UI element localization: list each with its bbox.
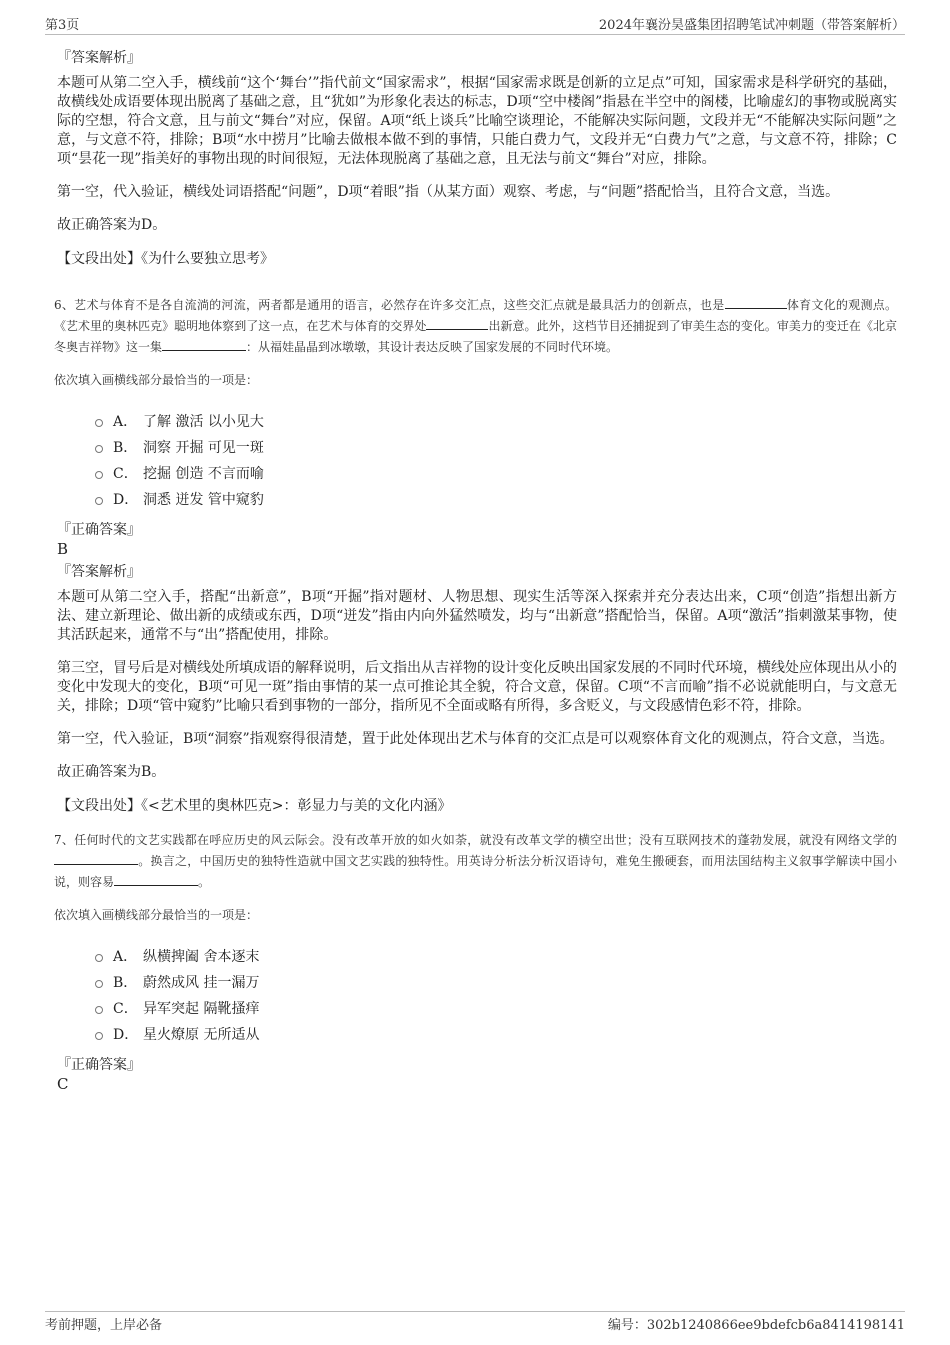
stem-part: 。换言之，中国历史的独特性造就中国文艺实践的独特性。用英诗分析法分析汉语诗句，难免生搬硬套，而用法国结构主义叙事学解读中国小说，则容易 [54, 854, 897, 889]
option-text: 纵横捭阖 舍本逐末 [143, 949, 260, 965]
analysis-paragraph: 第三空，冒号后是对横线处所填成语的解释说明，后文指出从吉祥物的设计变化反映出国家发展的不同时代环境，横线处应体现出从小的变化中发现大的变化，B项“可见一斑”指由事情的某一点可推论其全貌，符合文意，保留。C项“不言而喻”指不必说就能明白，与文意无关，排除；D项“管中窥豹”比喻只看到事物的一部分，指所见不全面或略有所得，多含贬义，与文段感情色彩不符，排除。 [57, 660, 897, 714]
question-stem [54, 295, 897, 358]
analysis-paragraph: 第一空，代入验证，横线处词语搭配“问题”，D项“着眼”指（从某方面）观察、考虑，与“问题”搭配恰当，且符合文意，当选。 [57, 184, 840, 200]
radio-button[interactable] [95, 471, 103, 479]
radio-button[interactable] [95, 445, 103, 453]
option-letter: B． [113, 440, 138, 456]
analysis-label: 『答案解析』 [57, 564, 141, 580]
question-prompt: 依次填入画横线部分最恰当的一项是： [54, 908, 259, 922]
option-text: 星火燎原 无所适从 [143, 1027, 260, 1043]
stem-part: 7、任何时代的文艺实践都在呼应历史的风云际会。没有改革开放的如火如荼，就没有改革文学的横空出世；没有互联网技术的蓬勃发展，就没有网络文学的 [54, 833, 897, 847]
option-letter: B． [113, 975, 138, 991]
option-a[interactable] [95, 408, 897, 434]
fill-blank [426, 319, 488, 330]
stem-part: 体育文化的观测点。《艺术里的奥林匹克》聪明地体察到了这一点，在艺术与体育的交界处 [54, 298, 897, 333]
option-letter: C． [113, 1001, 138, 1017]
question-7 [54, 830, 897, 1093]
text-source: 【文段出处】《<艺术里的奥林匹克>：彰显力与美的文化内涵》 [57, 798, 452, 814]
option-text: 了解 激活 以小见大 [143, 414, 264, 430]
option-text: 蔚然成风 挂一漏万 [143, 975, 260, 991]
radio-button[interactable] [95, 1032, 103, 1040]
option-letter: D． [113, 1027, 139, 1043]
question-prompt: 依次填入画横线部分最恰当的一项是： [54, 373, 259, 387]
radio-button[interactable] [95, 1006, 103, 1014]
fill-blank [114, 875, 198, 886]
option-c[interactable] [95, 460, 897, 486]
option-d[interactable] [95, 486, 897, 512]
option-text: 洞察 开掘 可见一斑 [143, 440, 264, 456]
option-text: 异军突起 隔靴搔痒 [143, 1001, 260, 1017]
radio-button[interactable] [95, 419, 103, 427]
fill-blank [725, 298, 787, 309]
document-body [54, 44, 897, 1097]
question-6 [54, 295, 897, 816]
fill-blank [162, 340, 246, 351]
radio-button[interactable] [95, 980, 103, 988]
answer-label: 『正确答案』 [57, 1057, 141, 1073]
footer-slogan: 考前押题，上岸必备 [45, 1318, 163, 1333]
conclusion: 故正确答案为B。 [57, 764, 166, 780]
document-title: 2024年襄汾昊盛集团招聘笔试冲刺题（带答案解析） [598, 18, 905, 33]
option-b[interactable] [95, 969, 897, 995]
page-number: 第3页 [45, 18, 80, 33]
conclusion: 故正确答案为D。 [57, 217, 167, 233]
analysis-paragraph: 第一空，代入验证，B项“洞察”指观察得很清楚，置于此处体现出艺术与体育的交汇点是可以观察体育文化的观测点，符合文意，当选。 [57, 731, 894, 747]
option-letter: D． [113, 492, 139, 508]
radio-button[interactable] [95, 954, 103, 962]
correct-answer: C [57, 1075, 69, 1093]
page-footer [45, 1311, 905, 1334]
option-list [95, 408, 897, 512]
document-id: 编号：302b1240866ee9bdefcb6a8414198141 [607, 1318, 905, 1333]
option-text: 挖掘 创造 不言而喻 [143, 466, 264, 482]
option-letter: C． [113, 466, 138, 482]
option-d[interactable] [95, 1021, 897, 1047]
fill-blank [54, 854, 138, 865]
answer-label: 『正确答案』 [57, 522, 141, 538]
option-b[interactable] [95, 434, 897, 460]
stem-part: 出新意。此外，这档节目还捕捉到了审美生态的变化。审美力的变迁在《北京冬奥吉祥物》这一集 [54, 319, 897, 354]
analysis-paragraph: 本题可从第二空入手，搭配“出新意”，B项“开掘”指对题材、人物思想、现实生活等深入探索并充分表达出来，C项“创造”指想出新方法、建立新理论、做出新的成绩或东西，D项“迸发”指由内向外猛然喷发，均与“出新意”搭配恰当，保留。A项“激活”指刺激某事物，使其活跃起来，通常不与“出”搭配使用，排除。 [57, 589, 897, 643]
option-letter: A． [113, 414, 138, 430]
option-a[interactable] [95, 943, 897, 969]
option-c[interactable] [95, 995, 897, 1021]
analysis-paragraph: 本题可从第二空入手，横线前“这个‘舞台’”指代前文“国家需求”，根据“国家需求既是创新的立足点”可知，国家需求是科学研究的基础，故横线处成语要体现出脱离了基础之意，且“犹如”为形象化表达的标志，D项“空中楼阁”指悬在半空中的阁楼，比喻虚幻的事物或脱离实际的空想，符合文意，且与前文“舞台”对应，保留。A项“纸上谈兵”比喻空谈理论，不能解决实际问题，文段并无“不能解决实际问题”之意，与文意不符，排除；B项“水中捞月”比喻去做根本做不到的事情，只能白费力气，文段并无“白费力气”之意，与文意不符，排除；C项“昙花一现”指美好的事物出现的时间很短，无法体现脱离了基础之意，且无法与前文“舞台”对应，排除。 [57, 75, 897, 167]
option-list [95, 943, 897, 1047]
radio-button[interactable] [95, 497, 103, 505]
page-header [45, 14, 905, 35]
stem-part: ：从福娃晶晶到冰墩墩，其设计表达反映了国家发展的不同时代环境。 [246, 340, 619, 354]
stem-part: 6、艺术与体育不是各自流淌的河流，两者都是通用的语言，必然存在许多交汇点，这些交汇点就是最具活力的创新点，也是 [54, 298, 725, 312]
analysis-label: 『答案解析』 [57, 50, 141, 66]
question-stem [54, 830, 897, 893]
stem-part: 。 [198, 875, 211, 889]
correct-answer: B [57, 540, 69, 558]
option-text: 洞悉 迸发 管中窥豹 [143, 492, 264, 508]
q5-tail [57, 48, 897, 269]
text-source: 【文段出处】《为什么要独立思考》 [57, 251, 274, 267]
option-letter: A． [113, 949, 138, 965]
